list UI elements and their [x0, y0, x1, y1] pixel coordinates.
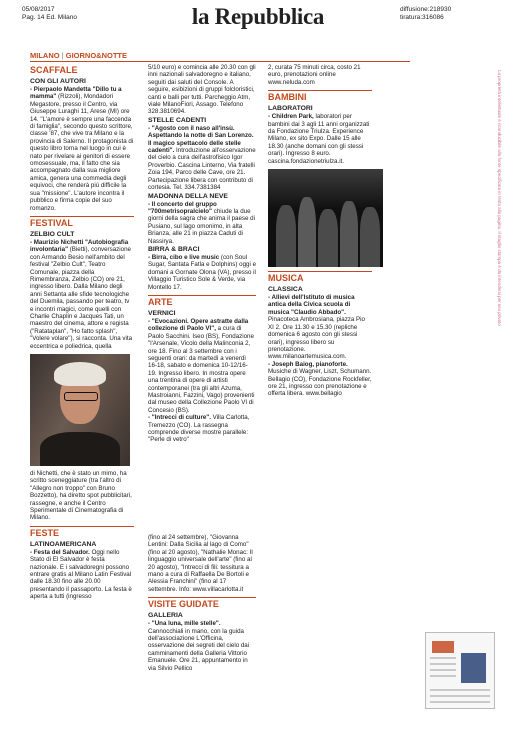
- subhead-con-gli-autori: CON GLI AUTORI: [30, 78, 86, 85]
- article-mandetta: - Pierpaolo Mandetta "Dillo tu a mamma" (Rizzoli), Mondadori Megastore, presso il Centro, via Giuseppe Luraghi 11, Arese (MI) ore 14. "L'amore è sempre una faccenda di famiglia", secondo questo scrittore, classe '87, che vive tra Milano e la provincia di Salerno. Il protagonista di questo libro torna nel luogo in cui è nato per rivelare ai genitori di essere omosessuale, ma, il fatto che sia accompagnato dalla sua migliore amica, genera una commedia degli equivoci, che renderà più difficile la sua "missione". L'autore incontra il pubblico e firma copie del suo romanzo.: [30, 86, 134, 212]
- article-nichetti: - Maurizio Nichetti "Autobiografia involontaria" (Bietti), conversazione con Armando Besio nell'ambito del festival "Zelbio Cult", Teatro Comunale, piazza della Rimembranza, Zelbio (CO) ore 21, ingresso libero. Dalla Milano degli anni Settanta alle sfide tecnologiche del Duemila, passando per teatro, tv e incontri magici, come quelli con Charlie Chaplin e Jacques Tati, un maestro del cinema, attore e regista ("Ratataplan", "Ho fatto splash", "Volere volare"), si racconta. Una vita eccentrica e poliedrica, quella: [30, 238, 133, 350]
- article-luna-continued: 2, curata 75 minuti circa, costo 21 euro, prenotazioni online www.neluda.com: [268, 64, 361, 86]
- article-children-park: - Children Park, laboratori per bambini dai 3 agli 11 anni organizzati da Fondazione Triulza. Experience Milano, ex sito Expo. Dalle 15 alle 18.30 (anche domani con gli stessi orari). Ingresso 8 euro. cascina.fondazionetriulza.it.: [268, 113, 370, 165]
- column-2: [148, 64, 256, 444]
- section-rubric: [30, 51, 127, 60]
- section-visite-guidate: VISITE GUIDATE: [148, 597, 256, 610]
- subhead-birra-braci: BIRRA & BRACI: [148, 245, 200, 253]
- subhead-galleria: GALLERIA: [148, 612, 183, 620]
- article-evocazioni: - "Evocazioni. Opere astratte dalla collezione di Paolo VI", a cura di Paolo Sacchini. Iseo (BS), Fondazione "l'Arsenale, Vicolo della Malinconia 2, ore 18. Fino al 3 settembre con i seguenti orari: da martedì a venerdì 16-18, sabato e domenica 10-12/16-19. Ingresso libero. In mostra opere una trentina di opere di artisti contemporanei (tra gli altri Azuma, Mastroianni, Fazzini, Vago) provenienti dal museo della Collezione Paolo VI di Concesio (BS).: [148, 317, 255, 414]
- concert-photo: [268, 169, 383, 267]
- article-salvador-continued: 5/10 euro) e comincia alle 20.30 con gli inni nazionali salvadoregno e italiano, seguiti dai saluti del Console. A seguire, esibizioni di gruppi folcloristici, canti e balli per tutti. Parcheggio Atm, viale MilanoFiori, Assago. Telefono 328.3810694.: [148, 64, 256, 116]
- subhead-zelbio-cult: ZELBIO CULT: [30, 230, 75, 238]
- section-feste: FESTE: [30, 526, 134, 539]
- page-thumbnail: [425, 632, 495, 709]
- article-allievi: - Allievi dell'Istituto di musica antica della Civica scuola di musica "Claudio Abbado". Pinacoteca Ambrosiana, piazza Pio XI 2. Ore 11.30 e 15.30 (repliche domenica 6 agosto con gli stessi orari), ingresso libero su prenotazione. www.milanoartemusica.com.: [268, 294, 365, 361]
- article-luna: - "Una luna, mille stelle". Cannocchiali in mano, con la guida dell'associazione L'Officina, osservazione dei segreti del cielo dai camminamenti della Galleria Vittorio Emanuele. Ore 21, appuntamento in via Silvio Pellico: [148, 620, 250, 672]
- masthead: la Repubblica: [191, 4, 325, 29]
- article-intrecci: - "Intrecci di culture". Villa Carlotta, Tremezzo (CO). La rassegna comprende diverse mostre parallele: "Perle di vetro": [148, 414, 250, 444]
- column-4: [268, 64, 372, 398]
- subhead-madonna-della-neve: MADONNA DELLA NEVE: [148, 192, 228, 200]
- subhead-latinoamericana: LATINOAMERICANA: [30, 540, 97, 548]
- article-intrecci-continued: (fino al 24 settembre), "Giovanna Lentini: Dalla Sicilia al lago di Como" (fino al 20 agosto), "Nathalie Monac: Il linguaggio universale dell'arte" (fino al 20 agosto), "Intrecci di fili: tessitura a mano a cura di Raffaella De Bortoli e Alessia Franchini" (fino al 17 settembre. Info: www.villacarlotta.it: [148, 534, 253, 593]
- article-stelle: - "Agosto con il naso all'insù. Aspettando la notte di San Lorenzo. Il magico spettacolo delle stelle cadenti". Introduzione all'osservazione del cielo a cura dell'astrofisico Igor Proverbio. Cascina Linterno, Via fratelli Zoia 194, Parco delle Cave, ore 21. Partecipazione libera con contributo di cortesia. Tel. 334.7381384: [148, 124, 256, 192]
- subhead-vernici: VERNICI: [148, 309, 176, 317]
- article-madonna: - Il concerto del gruppo "700metrisopralcielo" chiude la due giorni della sagra che anima il paese di Pusiano, sul lago omonimo, in alta Brianza, alle 21 in piazza Caduti di Nassirya.: [148, 200, 255, 245]
- section-scaffale: SCAFFALE: [30, 65, 78, 75]
- section-festival: FESTIVAL: [30, 216, 134, 229]
- section-bambini: BAMBINI: [268, 90, 372, 103]
- page-number: Pag. 14: [22, 14, 45, 21]
- tiratura: tiratura:316086: [400, 14, 444, 21]
- subhead-laboratori: LABORATORI: [268, 105, 313, 113]
- nichetti-photo: [30, 354, 130, 466]
- date: 05/08/2017: [22, 6, 55, 13]
- article-birra: - Birra, cibo e live music (con Soul Sugar, Santata Fatla e Dolphins) oggi e domani a Gornate Olona (VA), presso il Villaggio Turistico Sole & Verde, via Montello 17.: [148, 253, 257, 291]
- article-baiog: - Joseph Baiog, pianoforte. Musiche di Wagner, Liszt, Schumann. Bellagio (CO), Fondazione Rockfeller, ore 21, ingresso con prenotazione e offerta libera. www.bellagio: [268, 360, 372, 398]
- subhead-stelle-cadenti: STELLE CADENTI: [148, 116, 207, 124]
- header-right: [400, 6, 451, 22]
- section-arte: ARTE: [148, 295, 256, 308]
- column-1: [30, 64, 134, 601]
- column-3: [148, 534, 256, 672]
- rubric-section: GIORNO&NOTTE: [65, 51, 127, 60]
- subhead-classica: CLASSICA: [268, 286, 303, 294]
- edition: Ed. Milano: [46, 14, 77, 21]
- rubric-separator: |: [61, 51, 64, 60]
- section-musica: MUSICA: [268, 271, 372, 284]
- top-rule: [30, 61, 410, 62]
- rubric-city: MILANO: [30, 51, 60, 60]
- article-salvador: - Festa del Salvador. Oggi nello Stato di El Salvador è festa nazionale. E i salvadoregni possono entrare gratis al Milano Latin Festival dalle 18.30 fino alle 20.00 presentando il passaporto. La festa è aperta a tutti (ingresso: [30, 548, 132, 601]
- article-nichetti-continued: di Nichetti, che è stato un mimo, ha scritto sceneggiature (tra l'altro di "Allegro non troppo" con Bruno Bozzetto), ha diretto spot pubblicitari, rassegne, e anche il Centro Sperimentale di Cinematografia di Milano.: [30, 470, 132, 522]
- copyright-vertical-note: La proprietà intellettuale è riconducibile alla fonte specificata in testa alla pagina. Il ritaglio stampa è da intendersi per uso privato: [497, 70, 502, 326]
- diffusione: diffusione:218930: [400, 6, 452, 13]
